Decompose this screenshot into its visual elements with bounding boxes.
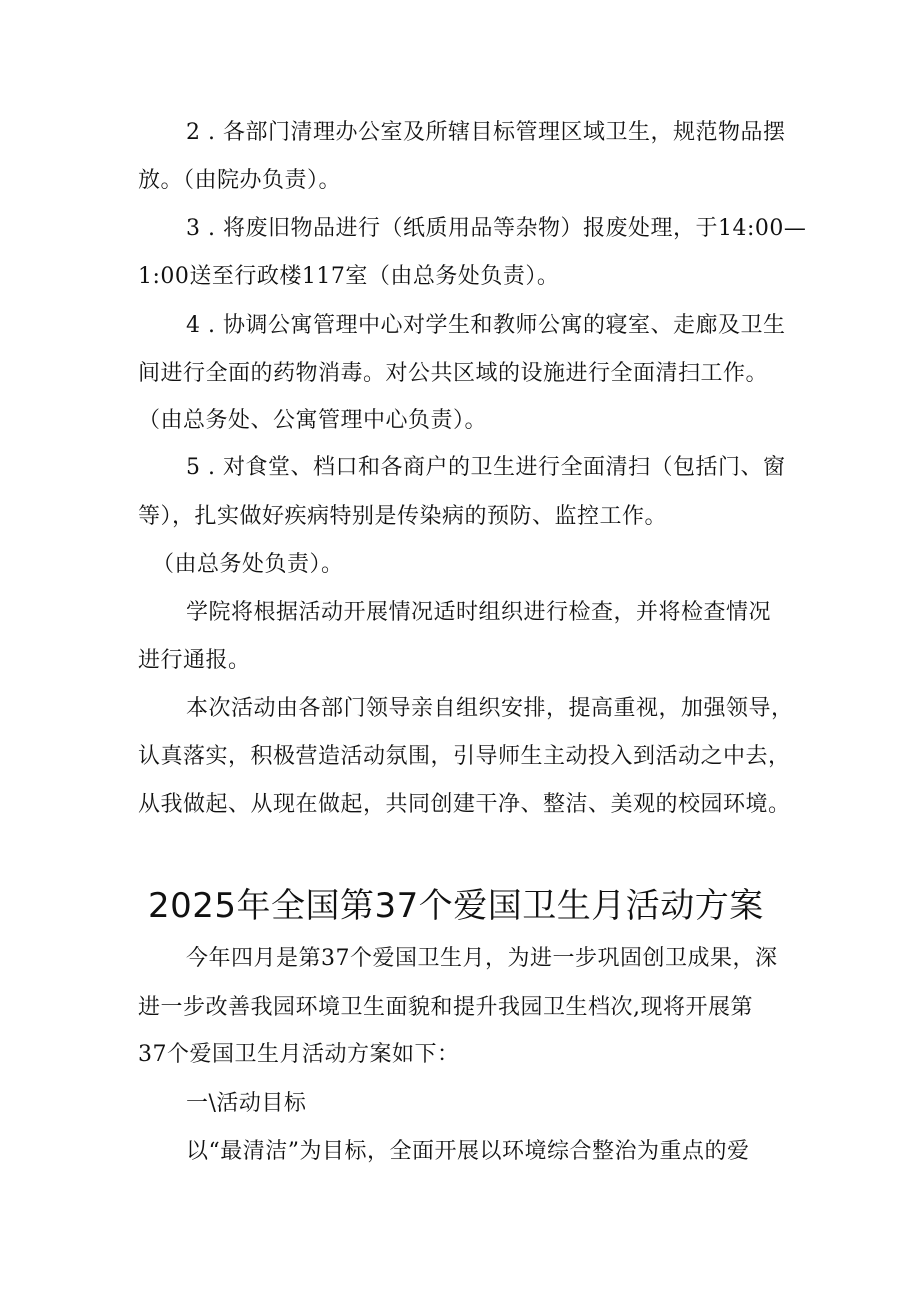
item-2-line-1: 2 . 各部门清理办公室及所辖目标管理区域卫生，规范物品摆 bbox=[186, 120, 786, 145]
item-5-line-3: （由总务处负责）。 bbox=[152, 552, 344, 577]
document-title: 2025年全国第37个爱国卫生月活动方案 bbox=[148, 886, 764, 926]
item-4-line-2: 间进行全面的药物消毒。对公共区域的设施进行全面清扫工作。 bbox=[138, 361, 769, 386]
item-3-line-2: 1:00送至行政楼117室（由总务处负责）。 bbox=[138, 264, 560, 289]
activity-paragraph-line-2: 认真落实，积极营造活动氛围，引导师生主动投入到活动之中去， bbox=[138, 744, 791, 769]
intro-line-2: 进一步改善我园环境卫生面貌和提升我园卫生档次,现将开展第 bbox=[138, 995, 753, 1020]
item-4-line-3: （由总务处、公寓管理中心负责）。 bbox=[138, 408, 488, 433]
item-5-line-1: 5 . 对食堂、档口和各商户的卫生进行全面清扫（包括门、窗 bbox=[186, 455, 786, 480]
section-1-heading: 一\活动目标 bbox=[186, 1091, 307, 1116]
intro-line-1: 今年四月是第37个爱国卫生月，为进一步巩固创卫成果，深 bbox=[186, 946, 778, 971]
section-1-text-line-1: 以“最清洁”为目标，全面开展以环境综合整治为重点的爱 bbox=[186, 1139, 750, 1164]
check-paragraph-line-2: 进行通报。 bbox=[138, 648, 251, 673]
item-2-line-2: 放。（由院办负责）。 bbox=[138, 168, 342, 193]
activity-paragraph-line-3: 从我做起、从现在做起，共同创建干净、整洁、美观的校园环境。 bbox=[138, 792, 791, 817]
check-paragraph-line-1: 学院将根据活动开展情况适时组织进行检查，并将检查情况 bbox=[186, 600, 772, 625]
item-3-line-1: 3 . 将废旧物品进行（纸质用品等杂物）报废处理，于14:00— bbox=[186, 216, 807, 241]
activity-paragraph-line-1: 本次活动由各部门领导亲自组织安排，提高重视，加强领导， bbox=[186, 696, 794, 721]
item-5-line-2: 等），扎实做好疾病特别是传染病的预防、监控工作。 bbox=[138, 504, 668, 529]
item-4-line-1: 4 . 协调公寓管理中心对学生和教师公寓的寝室、走廊及卫生 bbox=[186, 313, 786, 338]
intro-line-3: 37个爱国卫生月活动方案如下： bbox=[138, 1042, 460, 1067]
